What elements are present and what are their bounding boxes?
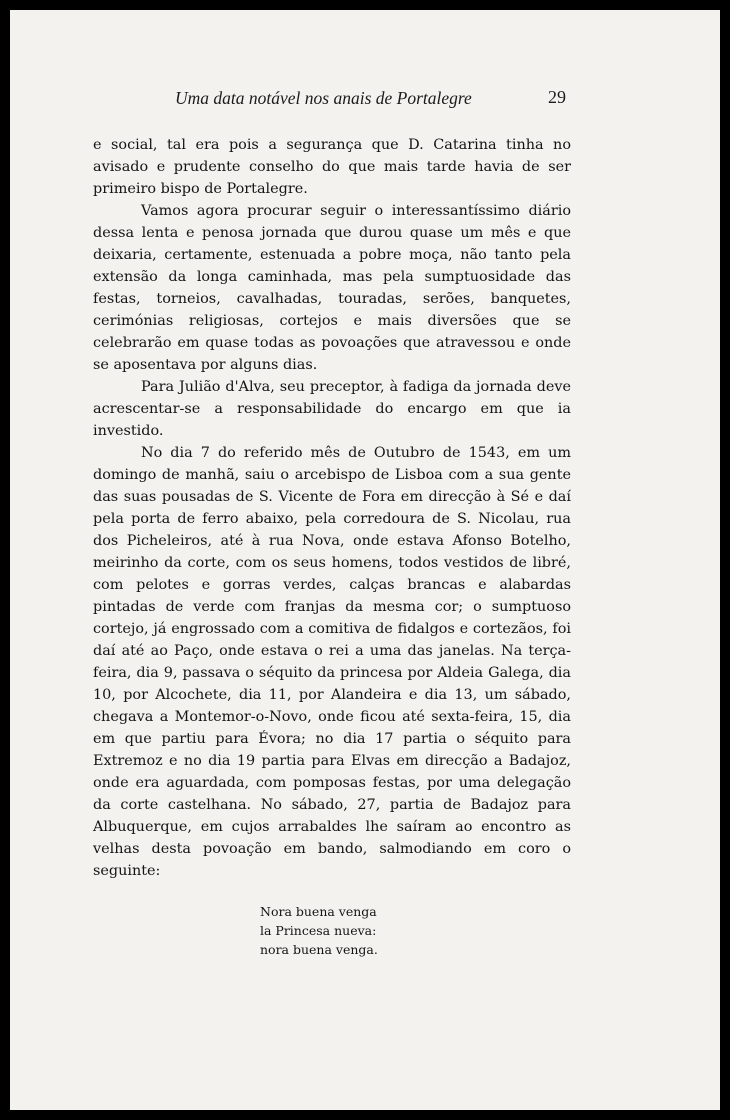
verse-line: Nora buena venga [260,904,377,919]
verse-line: nora buena venga. [260,942,378,957]
running-title: Uma data notável nos anais de Portalegre [175,88,472,108]
paragraph-continued: e social, tal era pois a segurança que D. Catarina tinha no avisado e prudente conselho do que mais tarde havia de ser primeiro bispo de Portalegre. [93,137,571,197]
page-header [10,88,720,112]
book-page [10,10,720,1110]
paragraph: No dia 7 do referido mês de Outubro de 1543, em um domingo de manhã, saiu o arcebispo de Lisboa com a sua gente das suas pousadas de S. Vicente de Fora em direcção à Sé e daí pela porta de ferro abaixo, pela corredoura de S. Nicolau, rua dos Picheleiros, até à rua Nova, onde estava Afonso Botelho, meirinho da corte, com os seus homens, todos vestidos de libré, com pelotes e gorras verdes, calças brancas e alabardas pintadas de verde com franjas da mesma cor; o sumptuoso cortejo, já engrossado com a comitiva de fidalgos e cortezãos, foi daí até ao Paço, onde estava o rei a uma das janelas. Na terça-feira, dia 9, passava o séquito da princesa por Aldeia Galega, dia 10, por Alcochete, dia 11, por Alandeira e dia 13, um sábado, chegava a Montemor-o-Novo, onde ficou até sexta-feira, 15, dia em que partiu para Évora; no dia 17 partia o séquito para Extremoz e no dia 19 partia para Elvas em direcção a Badajoz, onde era aguardada, com pomposas festas, por uma delegação da corte castelhana. No sábado, 27, partia de Badajoz para Albuquerque, em cujos arrabaldes lhe saíram ao encontro as velhas desta povoação em bando, salmodiando em coro o seguinte: [93,445,571,879]
paragraph: Vamos agora procurar seguir o interessantíssimo diário dessa lenta e penosa jornada que durou quase um mês e que deixaria, certamente, estenuada a pobre moça, não tanto pela extensão da longa caminhada, mas pela sumptuosidade das festas, torneios, cavalhadas, touradas, serões, banquetes, cerimónias religiosas, cortejos e mais diversões que se celebrarão em quase todas as povoações que atravessou e onde se aposentava por alguns dias. [93,203,571,373]
verse-line: la Princesa nueva: [260,923,377,938]
paragraph: Para Julião d'Alva, seu preceptor, à fadiga da jornada deve acrescentar-se a responsabilidade do encargo em que ia investido. [93,379,571,439]
body-text [93,134,571,882]
page-number: 29 [548,87,566,107]
verse-quote [260,902,378,959]
